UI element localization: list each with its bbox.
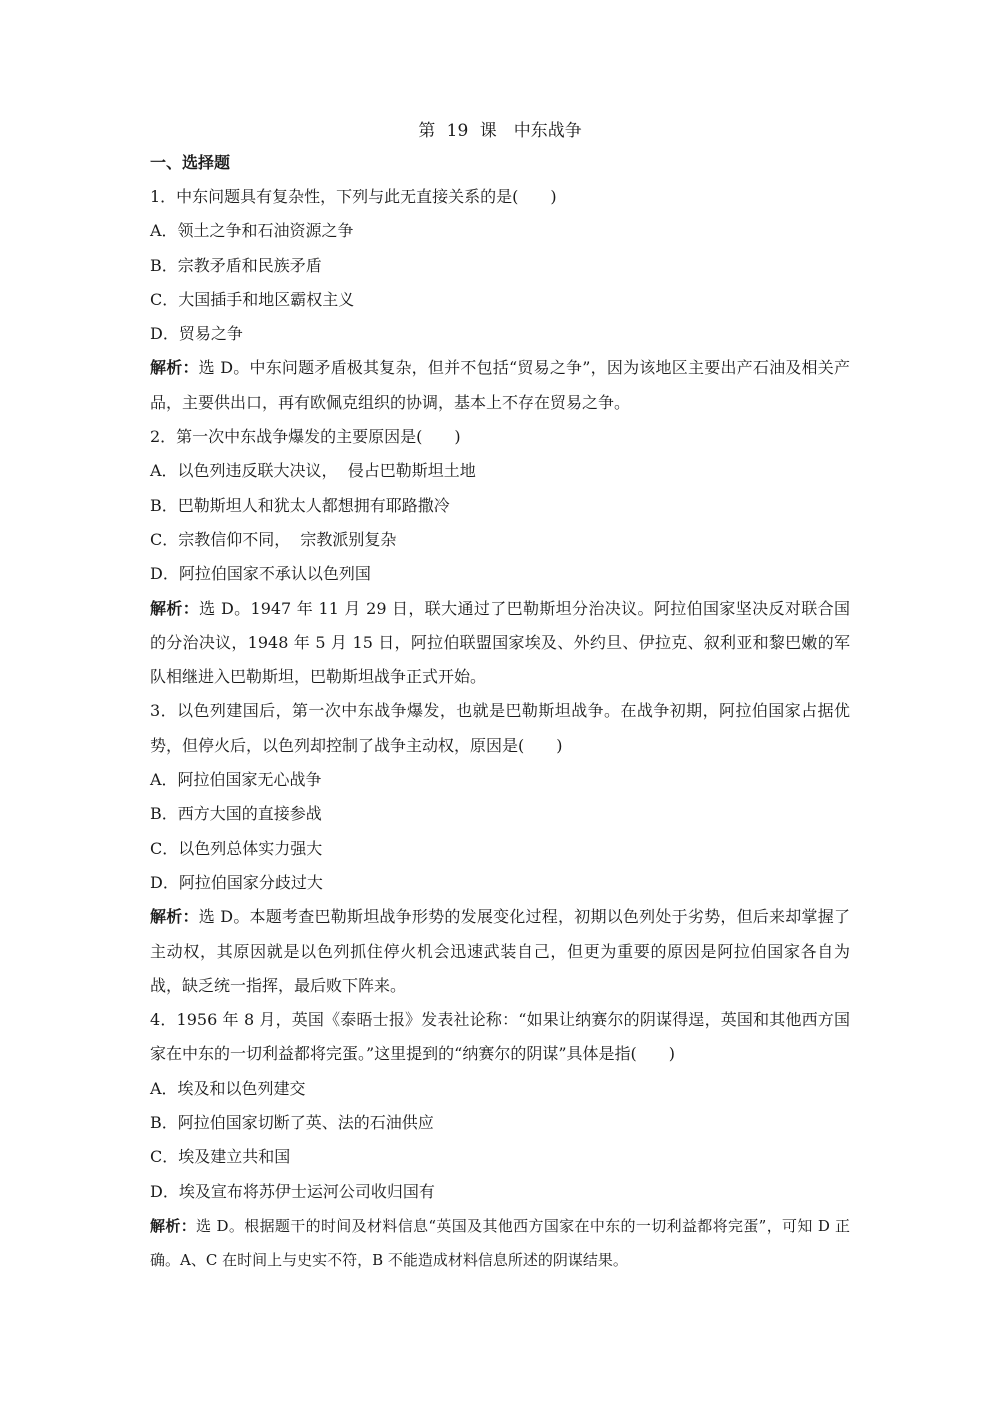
analysis	[150, 1209, 850, 1278]
option-a: A．埃及和以色列建交	[150, 1078, 306, 1098]
analysis-text: 选 D。1947 年 11 月 29 日，联大通过了巴勒斯坦分治决议。阿拉伯国家坚决反对联合国的分治决议，1948 年 5 月 15 日，阿拉伯联盟国家埃及、外约旦、伊拉克、叙利亚和黎巴嫩的军队相继进入巴勒斯坦，巴勒斯坦战争正式开始。	[150, 598, 850, 687]
option-c: C．大国插手和地区霸权主义	[150, 289, 355, 309]
question-stem: 3．以色列建国后，第一次中东战争爆发，也就是巴勒斯坦战争。在战争初期，阿拉伯国家占据优势，但停火后，以色列却控制了战争主动权，原因是( )	[150, 701, 850, 755]
option-b: B．巴勒斯坦人和犹太人都想拥有耶路撒冷	[150, 495, 450, 515]
question-stem: 2．第一次中东战争爆发的主要原因是( )	[150, 427, 461, 447]
option-d: D．贸易之争	[150, 324, 243, 344]
analysis-text: 选 D。根据题干的时间及材料信息“英国及其他西方国家在中东的一切利益都将完蛋”，可知 D 正确。A、C 在时间上与史实不符，B 不能造成材料信息所述的阴谋结果。	[150, 1216, 850, 1270]
question-1	[150, 180, 850, 420]
option-a: A．阿拉伯国家无心战争	[150, 770, 322, 790]
lesson-title: 第 19 课 中东战争	[418, 121, 582, 141]
analysis-label: 解析：	[150, 1216, 197, 1235]
option-c: C．埃及建立共和国	[150, 1147, 291, 1167]
option-b: B．西方大国的直接参战	[150, 804, 322, 824]
analysis-label: 解析：	[150, 598, 200, 618]
analysis-text: 选 D。本题考查巴勒斯坦战争形势的发展变化过程，初期以色列处于劣势，但后来却掌握了主动权，其原因就是以色列抓住停火机会迅速武装自己，但更为重要的原因是阿拉伯国家各自为战，缺乏统一指挥，最后败下阵来。	[150, 907, 850, 995]
option-c: C．宗教信仰不同， 宗教派别复杂	[150, 529, 397, 549]
analysis	[150, 351, 850, 420]
question-3	[150, 694, 850, 1003]
option-b: B．宗教矛盾和民族矛盾	[150, 255, 322, 275]
section-heading: 一、选择题	[150, 153, 231, 172]
analysis-text: 选 D。中东问题矛盾极其复杂，但并不包括“贸易之争”，因为该地区主要出产石油及相关产品，主要供出口，再有欧佩克组织的协调，基本上不存在贸易之争。	[150, 358, 850, 412]
option-d: D．阿拉伯国家不承认以色列国	[150, 564, 371, 584]
question-stem: 4．1956 年 8 月，英国《泰晤士报》发表社论称：“如果让纳赛尔的阴谋得逞，英国和其他西方国家在中东的一切利益都将完蛋。”这里提到的“纳赛尔的阴谋”具体是指( )	[150, 1010, 850, 1064]
option-d: D．埃及宣布将苏伊士运河公司收归国有	[150, 1181, 435, 1201]
question-2	[150, 420, 850, 694]
option-d: D．阿拉伯国家分歧过大	[150, 872, 323, 892]
analysis-label: 解析：	[150, 358, 199, 378]
analysis	[150, 592, 850, 695]
question-4	[150, 1003, 850, 1277]
option-c: C．以色列总体实力强大	[150, 838, 323, 858]
question-stem: 1．中东问题具有复杂性，下列与此无直接关系的是( )	[150, 187, 557, 206]
option-b: B．阿拉伯国家切断了英、法的石油供应	[150, 1113, 434, 1133]
analysis	[150, 900, 850, 1003]
option-a: A．以色列违反联大决议， 侵占巴勒斯坦土地	[150, 461, 476, 481]
document-page	[150, 116, 850, 1278]
option-a: A．领土之争和石油资源之争	[150, 221, 354, 241]
analysis-label: 解析：	[150, 907, 199, 927]
